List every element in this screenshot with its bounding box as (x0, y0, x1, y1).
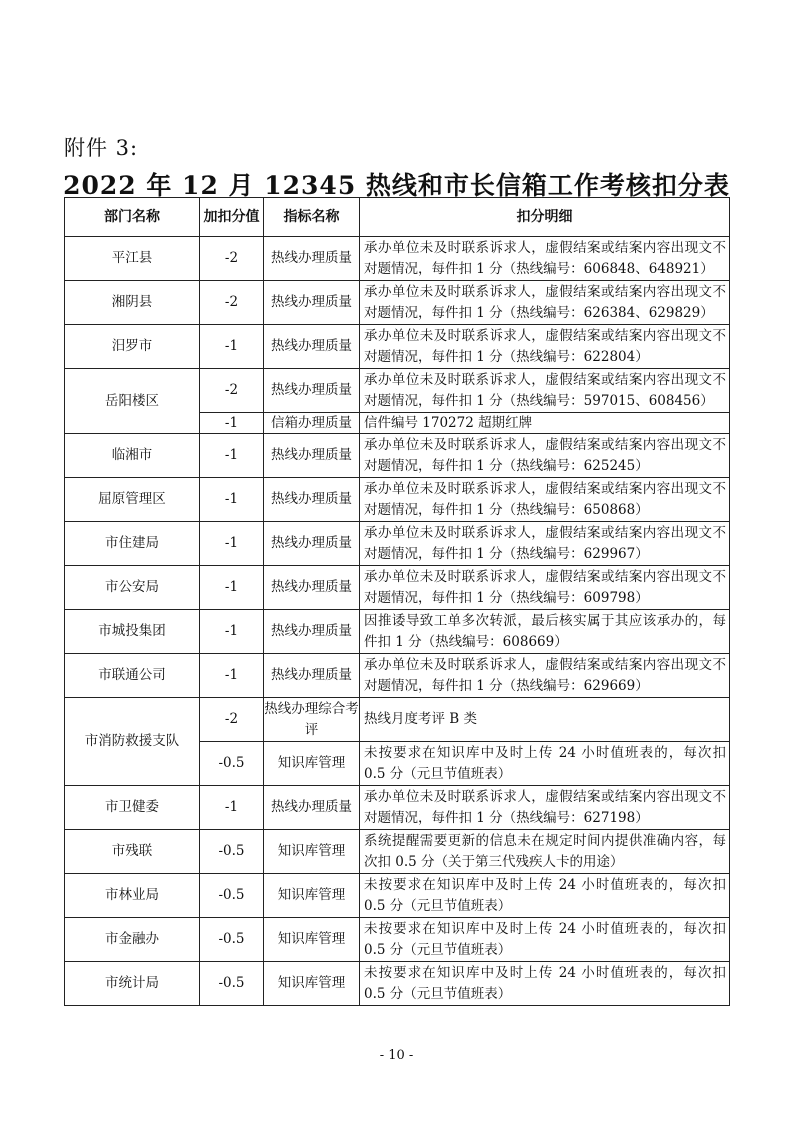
indicator-cell: 知识库管理 (264, 830, 360, 874)
indicator-cell: 热线办理质量 (264, 237, 360, 281)
table-row (65, 918, 730, 962)
header-score: 加扣分值 (200, 198, 264, 237)
score-cell: -1 (200, 434, 264, 478)
score-cell: -0.5 (200, 742, 264, 786)
deduction-table (64, 197, 730, 1006)
indicator-cell: 热线办理综合考评 (264, 698, 360, 742)
detail-cell: 承办单位未及时联系诉求人，虚假结案或结案内容出现文不对题情况，每件扣 1 分（热线编号：650868） (360, 478, 730, 522)
detail-cell: 承办单位未及时联系诉求人，虚假结案或结案内容出现文不对题情况，每件扣 1 分（热线编号：597015、608456） (360, 369, 730, 413)
table-row (65, 874, 730, 918)
dept-cell: 市林业局 (65, 874, 200, 918)
table-header-row (65, 198, 730, 237)
dept-cell: 屈原管理区 (65, 478, 200, 522)
table-row (65, 281, 730, 325)
indicator-cell: 热线办理质量 (264, 281, 360, 325)
score-cell: -0.5 (200, 830, 264, 874)
score-cell: -0.5 (200, 874, 264, 918)
score-cell: -2 (200, 698, 264, 742)
score-cell: -0.5 (200, 962, 264, 1006)
dept-cell: 市统计局 (65, 962, 200, 1006)
detail-cell: 信件编号 170272 超期红牌 (360, 413, 730, 434)
table-row (65, 325, 730, 369)
dept-cell: 市公安局 (65, 566, 200, 610)
dept-cell: 市联通公司 (65, 654, 200, 698)
indicator-cell: 热线办理质量 (264, 434, 360, 478)
table-row (65, 522, 730, 566)
header-detail: 扣分明细 (360, 198, 730, 237)
indicator-cell: 热线办理质量 (264, 610, 360, 654)
detail-cell: 承办单位未及时联系诉求人，虚假结案或结案内容出现文不对题情况，每件扣 1 分（热线编号：626384、629829） (360, 281, 730, 325)
detail-cell: 热线月度考评 B 类 (360, 698, 730, 742)
dept-cell: 汨罗市 (65, 325, 200, 369)
table-row (65, 786, 730, 830)
dept-cell: 市消防救援支队 (65, 698, 200, 786)
attachment-label: 附件 3: (64, 136, 139, 160)
detail-cell: 承办单位未及时联系诉求人，虚假结案或结案内容出现文不对题情况，每件扣 1 分（热线编号：627198） (360, 786, 730, 830)
indicator-cell: 知识库管理 (264, 918, 360, 962)
indicator-cell: 热线办理质量 (264, 566, 360, 610)
indicator-cell: 热线办理质量 (264, 478, 360, 522)
table-row (65, 962, 730, 1006)
score-cell: -1 (200, 478, 264, 522)
document-title: 2022 年 12 月 12345 热线和市长信箱工作考核扣分表 (63, 171, 730, 200)
table-row (65, 237, 730, 281)
detail-cell: 未按要求在知识库中及时上传 24 小时值班表的，每次扣 0.5 分（元旦节值班表） (360, 918, 730, 962)
detail-cell: 未按要求在知识库中及时上传 24 小时值班表的，每次扣 0.5 分（元旦节值班表） (360, 742, 730, 786)
detail-cell: 未按要求在知识库中及时上传 24 小时值班表的，每次扣 0.5 分（元旦节值班表） (360, 874, 730, 918)
table-row (65, 654, 730, 698)
score-cell: -1 (200, 566, 264, 610)
dept-cell: 市残联 (65, 830, 200, 874)
dept-cell: 平江县 (65, 237, 200, 281)
detail-cell: 承办单位未及时联系诉求人，虚假结案或结案内容出现文不对题情况，每件扣 1 分（热线编号：606848、648921） (360, 237, 730, 281)
detail-cell: 因推诿导致工单多次转派，最后核实属于其应该承办的，每件扣 1 分（热线编号：608669） (360, 610, 730, 654)
table-row (65, 369, 730, 413)
dept-cell: 临湘市 (65, 434, 200, 478)
detail-cell: 承办单位未及时联系诉求人，虚假结案或结案内容出现文不对题情况，每件扣 1 分（热线编号：629669） (360, 654, 730, 698)
table-row (65, 434, 730, 478)
score-cell: -0.5 (200, 918, 264, 962)
detail-cell: 承办单位未及时联系诉求人，虚假结案或结案内容出现文不对题情况，每件扣 1 分（热线编号：625245） (360, 434, 730, 478)
dept-cell: 湘阴县 (65, 281, 200, 325)
score-cell: -1 (200, 786, 264, 830)
detail-cell: 未按要求在知识库中及时上传 24 小时值班表的，每次扣 0.5 分（元旦节值班表） (360, 962, 730, 1006)
detail-cell: 承办单位未及时联系诉求人，虚假结案或结案内容出现文不对题情况，每件扣 1 分（热线编号：609798） (360, 566, 730, 610)
dept-cell: 市卫健委 (65, 786, 200, 830)
table-row (65, 610, 730, 654)
score-cell: -1 (200, 413, 264, 434)
dept-cell: 市城投集团 (65, 610, 200, 654)
table-row (65, 830, 730, 874)
indicator-cell: 热线办理质量 (264, 369, 360, 413)
indicator-cell: 热线办理质量 (264, 654, 360, 698)
score-cell: -2 (200, 281, 264, 325)
dept-cell: 市金融办 (65, 918, 200, 962)
score-cell: -2 (200, 237, 264, 281)
score-cell: -1 (200, 325, 264, 369)
table-row (65, 566, 730, 610)
detail-cell: 承办单位未及时联系诉求人，虚假结案或结案内容出现文不对题情况，每件扣 1 分（热线编号：622804） (360, 325, 730, 369)
indicator-cell: 知识库管理 (264, 874, 360, 918)
header-indicator: 指标名称 (264, 198, 360, 237)
indicator-cell: 热线办理质量 (264, 522, 360, 566)
table-row (65, 478, 730, 522)
score-cell: -1 (200, 610, 264, 654)
indicator-cell: 知识库管理 (264, 742, 360, 786)
header-dept: 部门名称 (65, 198, 200, 237)
dept-cell: 市住建局 (65, 522, 200, 566)
indicator-cell: 知识库管理 (264, 962, 360, 1006)
score-cell: -1 (200, 654, 264, 698)
indicator-cell: 信箱办理质量 (264, 413, 360, 434)
indicator-cell: 热线办理质量 (264, 325, 360, 369)
detail-cell: 系统提醒需要更新的信息未在规定时间内提供准确内容，每次扣 0.5 分（关于第三代残疾人卡的用途） (360, 830, 730, 874)
dept-cell: 岳阳楼区 (65, 369, 200, 434)
table-row (65, 698, 730, 742)
score-cell: -1 (200, 522, 264, 566)
score-cell: -2 (200, 369, 264, 413)
detail-cell: 承办单位未及时联系诉求人，虚假结案或结案内容出现文不对题情况，每件扣 1 分（热线编号：629967） (360, 522, 730, 566)
page-number: - 10 - (379, 1048, 414, 1063)
indicator-cell: 热线办理质量 (264, 786, 360, 830)
